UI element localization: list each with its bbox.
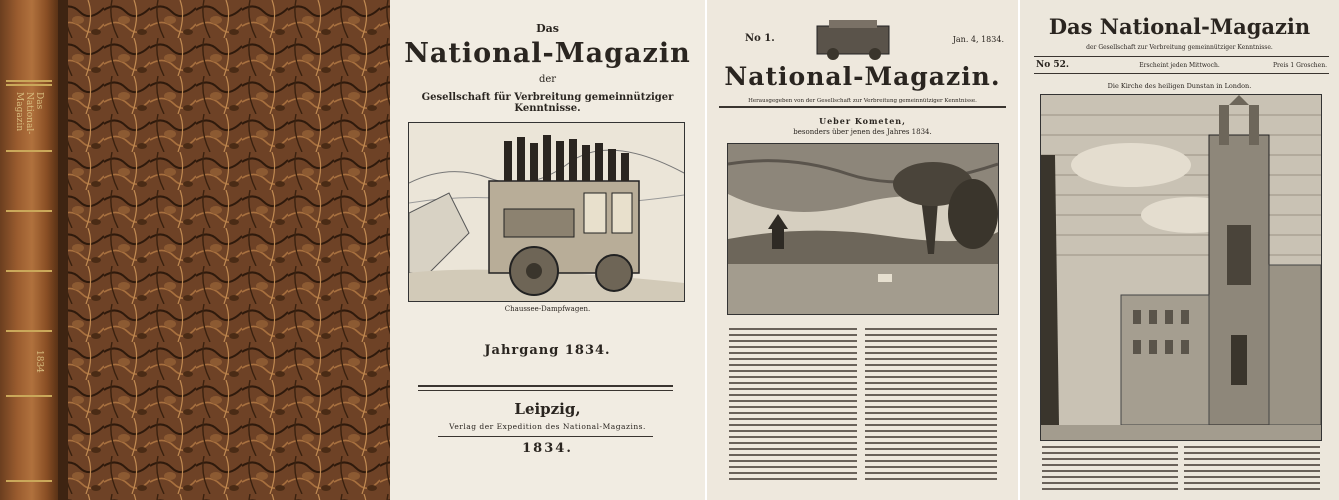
spine-gilt-band [6,210,52,212]
church-engraving [1040,94,1322,441]
landscape-engraving [727,143,999,315]
title-das: Das [536,22,559,35]
masthead-vignette [811,18,897,60]
divider-rule-thin [418,390,673,391]
steam-carriage-illustration [409,123,684,301]
issue52-frequency: Erscheint jeden Mittwoch. [1139,62,1220,69]
issue52-price: Preis 1 Groschen. [1273,62,1327,69]
divider-rule [418,385,673,387]
masthead-rule-top [1034,56,1329,57]
issue-number: No 1. [745,33,775,44]
masthead-rule [719,106,1006,108]
spine-year: 1834 [34,350,44,373]
title-subtitle: Gesellschaft für Verbreitung gemeinnütziger Kenntnisse. [421,92,674,114]
marbled-cover [58,0,390,500]
spine-gilt-band [6,395,52,397]
issue-date: Jan. 4, 1834. [952,35,1004,44]
spine-gilt-band [6,330,52,332]
church-caption: Die Kirche des heiligen Dunstan in London. [1107,82,1252,90]
title-der: der [538,74,557,85]
spine-gilt-band [6,80,52,82]
divider-rule-small [438,436,653,437]
article-text-column-1 [729,328,857,493]
marbled-pattern [58,0,390,500]
issue-52-page [1020,0,1339,500]
publisher-name: Verlag der Expedition des National-Magazins. [449,422,646,431]
publisher-city: Leipzig, [514,400,581,418]
article-text-column-1 [1042,446,1178,496]
engraving-caption: Chaussee-Dampfwagen. [504,305,591,313]
title-page [390,0,705,500]
issue-title: National-Magazin. [724,62,1001,91]
spine-gilt-band [6,150,52,152]
issue52-number: No 52. [1036,60,1070,70]
issue-tagline: Herausgegeben von der Gesellschaft zur Verbreitung gemeinnütziger Kenntnisse. [748,98,977,104]
publication-year: 1834. [522,441,573,456]
spine-title: Das National-Magazin [14,92,44,135]
masthead-rule-bottom [1034,73,1329,74]
spine-gilt-band [6,480,52,482]
church-illustration [1041,95,1321,440]
article-subheadline: besonders über jenen des Jahres 1834. [793,128,932,136]
book-spine [0,0,58,500]
spine-gilt-band [6,270,52,272]
issue52-title: Das National-Magazin [1048,14,1311,39]
spine-gilt-band [6,84,52,86]
landscape-illustration [728,144,998,314]
title-main: National-Magazin [404,38,691,69]
article-text-column-2 [1184,446,1320,496]
issue52-subtitle: der Gesellschaft zur Verbreitung gemeinnütziger Kenntnisse. [1086,44,1273,51]
article-text-column-2 [865,328,997,493]
article-headline: Ueber Kometen, [819,116,906,126]
issue-1-page [707,0,1018,500]
steam-carriage-engraving [408,122,685,302]
year-line: Jahrgang 1834. [484,343,611,358]
